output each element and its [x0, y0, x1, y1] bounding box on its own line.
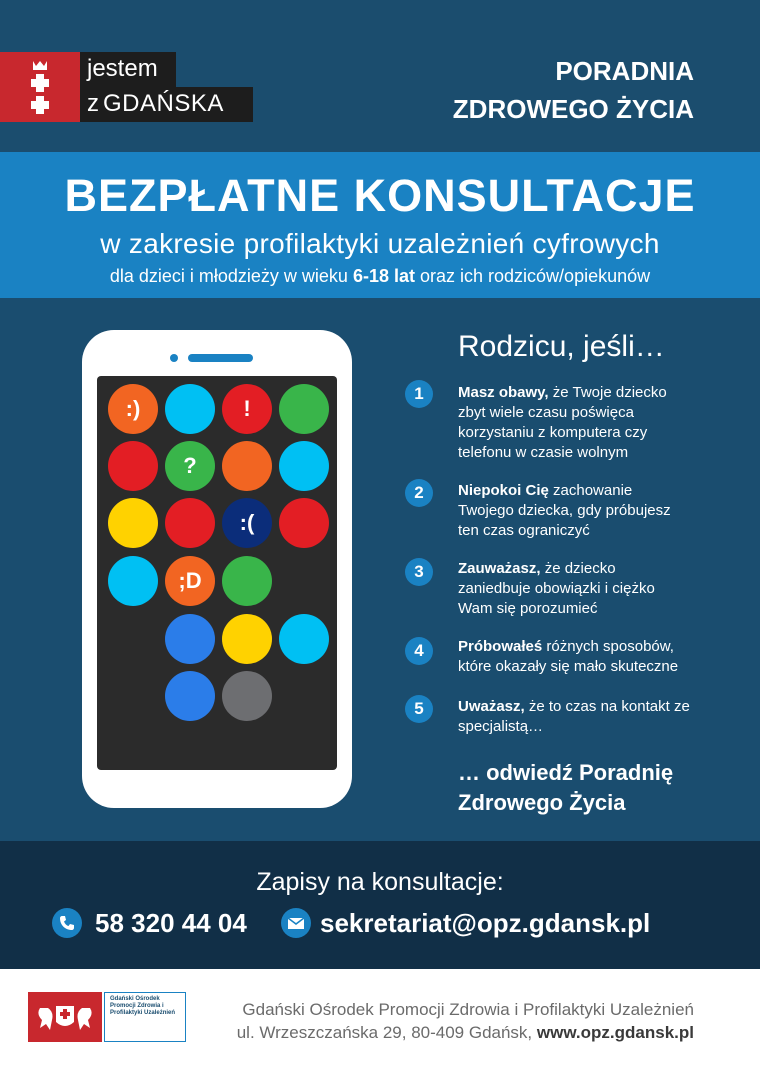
app-bubble	[108, 556, 158, 606]
phone-speaker	[188, 354, 253, 362]
opz-logo-text: Gdański Ośrodek Promocji Zdrowia i Profilaktyki Uzależnień	[110, 996, 176, 1016]
audience-post: oraz ich rodziców/opiekunów	[415, 266, 651, 286]
app-bubble: ;D	[165, 556, 215, 606]
audience-age: 6-18 lat	[352, 266, 415, 286]
step-number-1: 1	[405, 380, 433, 408]
logo-jestem-text: jestem	[87, 55, 158, 82]
contact-phone[interactable]: 58 320 44 04	[95, 908, 247, 938]
footer-org-name: Gdański Ośrodek Promocji Zdrowia i Profilaktyki Uzależnień	[242, 1000, 694, 1019]
app-bubble: ?	[165, 441, 215, 491]
app-bubble	[165, 384, 215, 434]
step-body-5: że to czas na kontakt ze specjalistą…	[458, 698, 690, 735]
step-bold-4: Próbowałeś	[458, 638, 543, 655]
banner-audience	[0, 264, 760, 288]
side-title: Rodzicu, jeśli…	[458, 330, 665, 363]
app-bubble	[222, 614, 272, 664]
step-number-5: 5	[405, 695, 433, 723]
call-to-action	[458, 758, 718, 818]
app-bubble	[222, 671, 272, 721]
header-title-line1: PORADNIA	[555, 56, 694, 86]
step-number-4: 4	[405, 637, 433, 665]
app-bubble: :(	[222, 498, 272, 548]
lions-crest-icon	[28, 992, 102, 1042]
phone-camera-dot	[170, 354, 178, 362]
app-bubble	[222, 441, 272, 491]
step-body-1: że Twoje dziecko zbyt wiele czasu poświęca korzystaniu z komputera czy telefonu w czasie wolnym	[458, 384, 667, 461]
header-title	[374, 52, 694, 128]
app-bubble: !	[222, 384, 272, 434]
step-body-4: różnych sposobów, które okazały się mało skuteczne	[458, 638, 679, 675]
app-bubble	[165, 614, 215, 664]
audience-pre: dla dzieci i młodzieży w wieku	[109, 266, 353, 286]
app-bubble	[108, 441, 158, 491]
step-bold-3: Zauważasz,	[458, 560, 541, 577]
header-title-line2: ZDROWEGO ŻYCIA	[452, 94, 694, 124]
phone-icon	[52, 908, 82, 938]
cta-line1: … odwiedź Poradnię	[458, 760, 674, 785]
contact-title: Zapisy na konsultacje:	[256, 868, 504, 896]
app-bubble: :)	[108, 384, 158, 434]
step-text-4	[458, 637, 691, 677]
app-bubble	[222, 556, 272, 606]
footer-address-text: ul. Wrzeszczańska 29, 80-409 Gdańsk,	[236, 1023, 537, 1042]
footer-address	[174, 1022, 694, 1044]
cta-line2: Zdrowego Życia	[458, 790, 626, 815]
step-body-2: zachowanie Twojego dziecka, gdy próbujesz ten czas ograniczyć	[458, 482, 671, 539]
app-bubble	[165, 498, 215, 548]
footer-website-link[interactable]: www.opz.gdansk.pl	[536, 1023, 694, 1042]
step-number-2: 2	[405, 479, 433, 507]
contact-email[interactable]: sekretariat@opz.gdansk.pl	[320, 908, 651, 938]
crown-crosses-icon	[0, 52, 80, 122]
step-body-3: że dziecko zaniedbuje obowiązki i ciężko Wam się porozumieć	[458, 560, 655, 617]
gdansk-crest-logo	[0, 52, 80, 122]
logo-gdansk-text: GDAŃSKA	[103, 90, 224, 117]
app-bubble	[165, 671, 215, 721]
app-bubble	[279, 614, 329, 664]
step-bold-2: Niepokoi Cię	[458, 482, 549, 499]
step-text-1	[458, 383, 691, 463]
step-text-2	[458, 481, 691, 541]
banner-title: BEZPŁATNE KONSULTACJE	[64, 170, 696, 221]
step-bold-5: Uważasz,	[458, 698, 525, 715]
step-number-3: 3	[405, 558, 433, 586]
step-bold-1: Masz obawy,	[458, 384, 549, 401]
step-text-5	[458, 697, 691, 737]
opz-crest-logo	[28, 992, 102, 1042]
banner-subtitle: w zakresie profilaktyki uzależnień cyfrowych	[100, 228, 660, 259]
contact-section	[0, 841, 760, 969]
envelope-icon	[281, 908, 311, 938]
app-bubble	[279, 441, 329, 491]
app-bubble	[279, 498, 329, 548]
step-text-3	[458, 559, 691, 619]
logo-z-text: z	[87, 90, 99, 117]
app-bubble	[279, 384, 329, 434]
app-bubble	[108, 498, 158, 548]
